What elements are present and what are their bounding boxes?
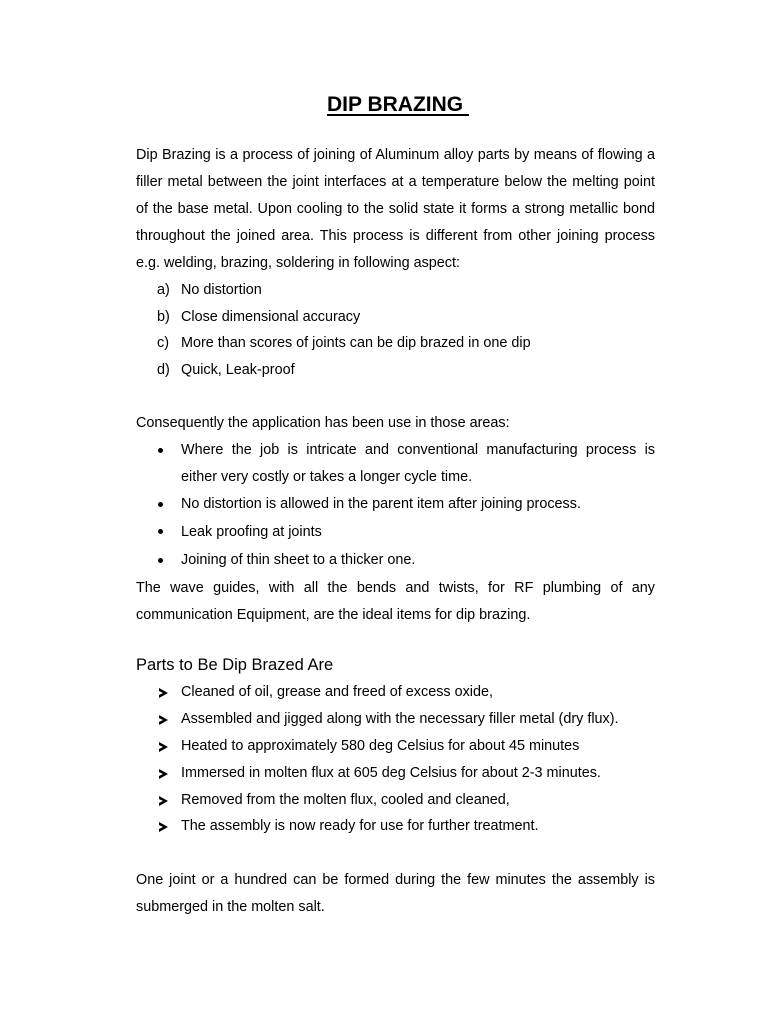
spacer: [136, 383, 655, 410]
list-marker: b): [157, 308, 170, 325]
parts-heading: Parts to Be Dip Brazed Are: [136, 656, 334, 675]
list-item-text: Cleaned of oil, grease and freed of excess oxide,: [181, 684, 493, 701]
arrow-right-icon: [159, 796, 168, 806]
arrow-right-icon: [159, 769, 168, 779]
bullet-icon: [158, 448, 163, 453]
closing-paragraph: One joint or a hundred can be formed during the few minutes the assembly is submerged in the molten salt.: [136, 872, 655, 916]
list-item-text: Close dimensional accuracy: [181, 308, 361, 325]
list-item-text: Heated to approximately 580 deg Celsius for about 45 minutes: [181, 737, 580, 754]
applications-list: [136, 437, 655, 575]
list-item: [136, 437, 655, 491]
arrow-right-icon: [159, 822, 168, 832]
list-item: [136, 277, 655, 304]
document-title: DIP BRAZING: [327, 93, 469, 116]
list-item-text: Immersed in molten flux at 605 deg Celsius for about 2-3 minutes.: [181, 764, 601, 781]
arrow-right-icon: [159, 742, 168, 752]
list-marker: c): [157, 335, 169, 352]
list-item: [136, 330, 655, 357]
bullet-icon: [158, 558, 163, 563]
list-marker: d): [157, 361, 170, 378]
list-item: [136, 304, 655, 331]
list-item: [136, 518, 655, 546]
list-item-text: More than scores of joints can be dip brazed in one dip: [181, 335, 531, 352]
list-item-text: Removed from the molten flux, cooled and cleaned,: [181, 791, 510, 808]
spacer: [136, 629, 655, 652]
list-item-text: The assembly is now ready for use for further treatment.: [181, 818, 539, 835]
list-item-text: No distortion: [181, 282, 262, 298]
wave-guides-paragraph: The wave guides, with all the bends and twists, for RF plumbing of any communication Equipment, are the ideal items for dip brazing.: [136, 580, 655, 624]
parts-steps-list: [136, 679, 655, 840]
bullet-icon: [158, 502, 163, 507]
intro-paragraph: Dip Brazing is a process of joining of Aluminum alloy parts by means of flowing a filler metal between the joint interfaces at a temperature below the melting point of the base metal. Upon cooling to the solid state it forms a strong metallic bond throughout the joined area. This process is different from other joining process e.g. welding, brazing, soldering in following aspect:: [136, 147, 655, 271]
list-item: [136, 491, 655, 518]
list-item-text: Quick, Leak-proof: [181, 361, 295, 378]
list-item: [136, 733, 655, 760]
arrow-right-icon: [159, 715, 168, 725]
list-item: [136, 679, 655, 706]
list-item-text: Where the job is intricate and conventional manufacturing process is either very costly or takes a longer cycle time.: [181, 442, 655, 486]
spacer: [136, 840, 655, 867]
list-marker: a): [157, 282, 170, 298]
list-item: [136, 357, 655, 384]
list-item: [136, 787, 655, 814]
list-item-text: Leak proofing at joints: [181, 524, 322, 541]
list-item: [136, 546, 655, 575]
list-item-text: Assembled and jigged along with the necessary filler metal (dry flux).: [181, 711, 619, 728]
list-item: [136, 760, 655, 787]
list-item: [136, 813, 655, 840]
aspects-list: [136, 277, 655, 383]
list-item-text: Joining of thin sheet to a thicker one.: [181, 552, 416, 569]
document-body: [136, 142, 655, 921]
bullet-icon: [158, 529, 163, 534]
arrow-right-icon: [159, 688, 168, 698]
application-intro: Consequently the application has been use in those areas:: [136, 415, 510, 432]
list-item-text: No distortion is allowed in the parent item after joining process.: [181, 496, 581, 513]
list-item: [136, 706, 655, 733]
